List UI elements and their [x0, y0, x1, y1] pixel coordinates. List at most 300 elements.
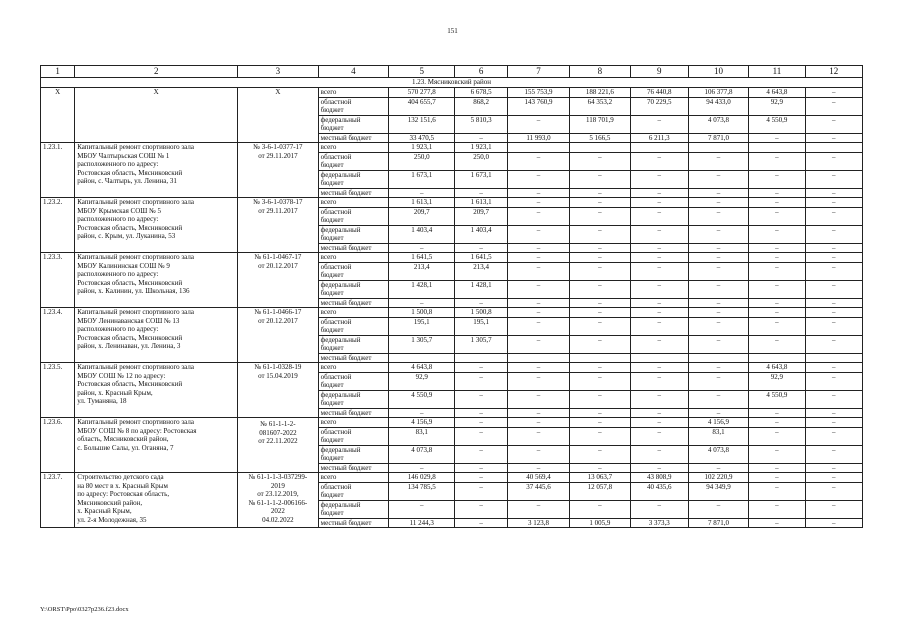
amount-cell: – [507, 253, 569, 263]
funding-source-line: бюджет [320, 161, 344, 169]
amount-cell: – [455, 463, 507, 473]
amount-cell: 195,1 [455, 317, 507, 335]
amount-cell: – [455, 363, 507, 373]
amount-cell: 213,4 [455, 262, 507, 280]
amount-cell: 43 808,9 [630, 473, 688, 483]
table-row [41, 308, 863, 318]
amount-cell: 12 057,8 [570, 482, 630, 500]
funding-source [318, 198, 388, 208]
funding-source-line: всего [320, 88, 337, 96]
funding-source [318, 317, 388, 335]
amount-cell: – [805, 463, 862, 473]
amount-cell: 1 428,1 [455, 280, 507, 298]
amount-cell: – [749, 262, 805, 280]
amount-cell: – [749, 518, 805, 528]
amount-cell: – [630, 152, 688, 170]
item-name-line: на 80 мест в х. Красный Крым [77, 481, 168, 490]
amount-cell: 134 785,5 [389, 482, 455, 500]
amount-cell: – [688, 152, 748, 170]
item-number: 1.23.1. [41, 143, 75, 198]
table-row [41, 418, 863, 428]
amount-cell: – [630, 188, 688, 198]
funding-source-line: бюджет [320, 436, 344, 444]
amount-cell: – [749, 133, 805, 143]
amount-cell: 1 305,7 [455, 335, 507, 353]
item-name-line: ул. 2-я Молодежная, 35 [77, 515, 147, 524]
amount-cell: – [805, 198, 862, 208]
amount-cell: – [570, 463, 630, 473]
amount-cell: 92,9 [389, 372, 455, 390]
amount-cell: – [455, 473, 507, 483]
amount-cell: – [455, 518, 507, 528]
funding-source-line: федеральный [320, 500, 361, 509]
amount-cell: – [805, 133, 862, 143]
item-document-line: № 61-1-1-2-006166- [248, 498, 308, 507]
budget-table [40, 65, 863, 528]
item-document-line: от 20.12.2017 [258, 261, 298, 270]
column-header: 5 [389, 66, 455, 78]
amount-cell: – [630, 317, 688, 335]
funding-source [318, 115, 388, 133]
amount-cell: – [570, 170, 630, 188]
funding-source-line: федеральный [320, 170, 361, 179]
funding-source-line: областной [320, 427, 352, 436]
amount-cell: – [688, 500, 748, 518]
item-document-line: 04.02.2022 [262, 515, 294, 524]
amount-cell: – [749, 335, 805, 353]
amount-cell [749, 353, 805, 363]
amount-cell: – [805, 518, 862, 528]
column-header: 7 [507, 66, 569, 78]
amount-cell: 83,1 [389, 427, 455, 445]
amount-cell: – [507, 170, 569, 188]
amount-cell: – [630, 198, 688, 208]
item-name [75, 88, 238, 143]
item-name-line: х. Красный Крым, [77, 507, 132, 515]
amount-cell: – [630, 463, 688, 473]
item-document-line: № 3-6-1-0378-17 [253, 198, 303, 206]
amount-cell: – [630, 408, 688, 418]
amount-cell: 250,0 [455, 152, 507, 170]
amount-cell: 4 643,8 [389, 363, 455, 373]
funding-source-line: местный бюджет [320, 353, 372, 362]
funding-source [318, 353, 388, 363]
amount-cell: – [630, 500, 688, 518]
amount-cell: 92,9 [749, 97, 805, 115]
item-name-line: район, х. Ленинаван, ул. Ленина, 3 [77, 342, 181, 350]
item-name [75, 363, 238, 418]
amount-cell: – [389, 500, 455, 518]
amount-cell: – [688, 243, 748, 253]
amount-cell: – [455, 482, 507, 500]
funding-source-line: федеральный [320, 445, 361, 454]
item-document [238, 308, 318, 363]
amount-cell: – [507, 363, 569, 373]
amount-cell: 3 373,3 [630, 518, 688, 528]
amount-cell: – [570, 335, 630, 353]
item-name-line: Ростовская область, Мясниковский [77, 223, 183, 232]
item-name-line: МБОУ СОШ № 8 по адресу: Ростовская [77, 426, 197, 435]
amount-cell: – [507, 198, 569, 208]
table-row [41, 198, 863, 208]
funding-source-line: местный бюджет [320, 408, 372, 417]
amount-cell: 1 428,1 [389, 280, 455, 298]
amount-cell: – [570, 207, 630, 225]
funding-source [318, 372, 388, 390]
amount-cell: 213,4 [389, 262, 455, 280]
column-number-row [41, 66, 863, 78]
amount-cell: – [507, 243, 569, 253]
funding-source-line: бюджет [320, 124, 344, 132]
amount-cell: – [630, 427, 688, 445]
item-document-line: от 29.11.2017 [258, 206, 298, 215]
amount-cell: 4 550,9 [749, 115, 805, 133]
amount-cell: – [507, 207, 569, 225]
item-document-line: Х [275, 88, 281, 96]
amount-cell: 1 641,5 [389, 253, 455, 263]
amount-cell: 106 377,8 [688, 88, 748, 98]
amount-cell: – [630, 335, 688, 353]
item-document [238, 88, 318, 143]
amount-cell [805, 353, 862, 363]
funding-source-line: бюджет [320, 509, 344, 517]
amount-cell: – [749, 500, 805, 518]
amount-cell: – [749, 445, 805, 463]
amount-cell: – [507, 188, 569, 198]
amount-cell: – [507, 372, 569, 390]
item-document-line: № 61-1-0466-17 [254, 308, 302, 316]
amount-cell: – [805, 253, 862, 263]
funding-source [318, 363, 388, 373]
funding-source-line: бюджет [320, 179, 344, 187]
item-document-line: от 29.11.2017 [258, 151, 298, 160]
amount-cell: 40 569,4 [507, 473, 569, 483]
item-name [75, 143, 238, 198]
table-row [41, 253, 863, 263]
funding-source [318, 418, 388, 428]
amount-cell: – [805, 372, 862, 390]
amount-cell: 1 500,8 [455, 308, 507, 318]
amount-cell: – [805, 88, 862, 98]
item-name [75, 418, 238, 473]
column-header: 11 [749, 66, 805, 78]
table-row [41, 363, 863, 373]
amount-cell: – [688, 198, 748, 208]
amount-cell: – [688, 390, 748, 408]
amount-cell: 1 923,1 [389, 143, 455, 153]
amount-cell: – [805, 390, 862, 408]
amount-cell: 94 433,0 [688, 97, 748, 115]
funding-source-line: областной [320, 97, 352, 106]
funding-source [318, 170, 388, 188]
item-name-line: ул. Туманяна, 18 [77, 397, 127, 405]
amount-cell: – [805, 363, 862, 373]
item-name-line: МБОУ Чалтырьская СОШ № 1 [77, 151, 170, 160]
item-name-line: МБОУ Калининская СОШ № 9 [77, 261, 170, 270]
item-document-line: от 15.04.2019 [258, 371, 298, 380]
funding-source [318, 207, 388, 225]
amount-cell: – [805, 308, 862, 318]
item-name-line: Капитальный ремонт спортивного зала [77, 143, 194, 151]
item-document-line: 2019 [270, 481, 285, 490]
funding-source-line: местный бюджет [320, 463, 372, 472]
funding-source [318, 152, 388, 170]
amount-cell: 11 993,0 [507, 133, 569, 143]
amount-cell: – [630, 280, 688, 298]
amount-cell: – [507, 115, 569, 133]
amount-cell [805, 143, 862, 153]
amount-cell: 102 220,9 [688, 473, 748, 483]
amount-cell: – [688, 207, 748, 225]
amount-cell: 1 005,9 [570, 518, 630, 528]
amount-cell: 6 678,5 [455, 88, 507, 98]
item-document [238, 198, 318, 253]
amount-cell: – [805, 243, 862, 253]
amount-cell: 1 641,5 [455, 253, 507, 263]
amount-cell: – [455, 298, 507, 308]
section-title-row [41, 78, 863, 88]
amount-cell: 1 673,1 [389, 170, 455, 188]
amount-cell: 5 810,3 [455, 115, 507, 133]
item-name-line: Ростовская область, Мясниковский [77, 333, 183, 342]
amount-cell: – [749, 253, 805, 263]
item-name-line: район, с. Крым, ул. Луканина, 53 [77, 232, 176, 240]
amount-cell: – [630, 372, 688, 390]
funding-source-line: местный бюджет [320, 133, 372, 142]
amount-cell: – [749, 473, 805, 483]
amount-cell: – [805, 298, 862, 308]
amount-cell: – [630, 445, 688, 463]
amount-cell: – [507, 262, 569, 280]
item-name-line: МБОУ Ленинаванская СОШ № 13 [77, 316, 180, 325]
amount-cell: – [630, 115, 688, 133]
column-header: 12 [805, 66, 862, 78]
amount-cell: 40 435,6 [630, 482, 688, 500]
amount-cell: – [455, 390, 507, 408]
amount-cell: – [805, 500, 862, 518]
amount-cell: – [630, 308, 688, 318]
amount-cell: – [749, 317, 805, 335]
amount-cell: 92,9 [749, 372, 805, 390]
amount-cell: 70 229,5 [630, 97, 688, 115]
amount-cell [570, 143, 630, 153]
amount-cell: 1 403,4 [389, 225, 455, 243]
amount-cell: – [805, 408, 862, 418]
item-name-line: область, Мясниковский район, [77, 435, 169, 443]
funding-source-line: всего [320, 143, 337, 151]
item-document [238, 363, 318, 418]
funding-source [318, 143, 388, 153]
column-header: 6 [455, 66, 507, 78]
amount-cell: – [749, 198, 805, 208]
amount-cell: – [455, 372, 507, 390]
amount-cell [507, 353, 569, 363]
amount-cell: – [570, 418, 630, 428]
funding-source-line: федеральный [320, 225, 361, 234]
funding-source-line: бюджет [320, 399, 344, 407]
amount-cell: – [805, 115, 862, 133]
item-name-line: Строительство детского сада [77, 473, 164, 481]
amount-cell: – [630, 418, 688, 428]
funding-source-line: бюджет [320, 381, 344, 389]
funding-source-line: всего [320, 198, 337, 206]
funding-source-line: бюджет [320, 454, 344, 462]
amount-cell: – [805, 317, 862, 335]
amount-cell: – [749, 482, 805, 500]
column-header: 3 [238, 66, 318, 78]
amount-cell: 4 643,8 [749, 88, 805, 98]
item-name-line: Капитальный ремонт спортивного зала [77, 198, 194, 206]
amount-cell: – [455, 133, 507, 143]
item-name-line: расположенного по адресу: [77, 215, 159, 223]
amount-cell: – [507, 427, 569, 445]
table-row [41, 143, 863, 153]
amount-cell: 250,0 [389, 152, 455, 170]
amount-cell: – [507, 500, 569, 518]
amount-cell: – [389, 243, 455, 253]
amount-cell [688, 353, 748, 363]
amount-cell: – [749, 298, 805, 308]
amount-cell: – [570, 427, 630, 445]
item-name-line: по адресу: Ростовская область, [77, 490, 170, 498]
item-name-line: расположенного по адресу: [77, 325, 159, 333]
page-number: 151 [447, 27, 458, 35]
amount-cell: – [630, 262, 688, 280]
funding-source-line: бюджет [320, 216, 344, 224]
funding-source-line: всего [320, 418, 337, 426]
column-header: 9 [630, 66, 688, 78]
funding-source [318, 390, 388, 408]
amount-cell: – [570, 152, 630, 170]
amount-cell: 7 871,0 [688, 133, 748, 143]
amount-cell: 6 211,3 [630, 133, 688, 143]
item-name-line: Ростовская область, Мясниковский [77, 380, 183, 388]
amount-cell: – [570, 262, 630, 280]
funding-source-line: бюджет [320, 234, 344, 242]
amount-cell: – [805, 188, 862, 198]
amount-cell: 570 277,8 [389, 88, 455, 98]
amount-cell: – [455, 445, 507, 463]
amount-cell: 118 701,9 [570, 115, 630, 133]
item-name-line: МБОУ Крымская СОШ № 5 [77, 206, 162, 215]
funding-source [318, 225, 388, 243]
amount-cell: – [688, 253, 748, 263]
amount-cell: – [805, 262, 862, 280]
item-number: 1.23.6. [41, 418, 75, 473]
amount-cell: – [507, 225, 569, 243]
item-document [238, 418, 318, 473]
amount-cell: 1 500,8 [389, 308, 455, 318]
amount-cell: – [805, 445, 862, 463]
amount-cell: – [805, 225, 862, 243]
item-number: Х [41, 88, 75, 143]
item-name-line: Ростовская область, Мясниковский [77, 168, 183, 177]
item-document-line: № 61-1-0467-17 [254, 253, 302, 261]
amount-cell: – [507, 390, 569, 408]
amount-cell: 209,7 [389, 207, 455, 225]
item-number: 1.23.4. [41, 308, 75, 363]
amount-cell: – [688, 225, 748, 243]
item-document [238, 473, 318, 528]
item-document-line: № 61-1-1-2- [260, 420, 296, 428]
funding-source-line: бюджет [320, 326, 344, 334]
amount-cell: – [805, 473, 862, 483]
amount-cell: – [507, 317, 569, 335]
funding-source-line: федеральный [320, 390, 361, 399]
item-name-line: Капитальный ремонт спортивного зала [77, 418, 194, 426]
amount-cell: – [507, 445, 569, 463]
amount-cell: – [507, 335, 569, 353]
amount-cell: 146 029,8 [389, 473, 455, 483]
amount-cell [630, 143, 688, 153]
item-name [75, 473, 238, 528]
funding-source-line: областной [320, 372, 352, 381]
amount-cell: – [749, 308, 805, 318]
amount-cell: – [630, 298, 688, 308]
amount-cell: – [630, 253, 688, 263]
amount-cell: – [749, 170, 805, 188]
funding-source-line: федеральный [320, 335, 361, 344]
amount-cell: – [805, 482, 862, 500]
amount-cell: – [630, 170, 688, 188]
funding-source-line: областной [320, 262, 352, 271]
amount-cell: 1 613,1 [455, 198, 507, 208]
amount-cell: 5 166,5 [570, 133, 630, 143]
amount-cell: – [805, 280, 862, 298]
amount-cell: 1 305,7 [389, 335, 455, 353]
amount-cell: 1 673,1 [455, 170, 507, 188]
funding-source-line: областной [320, 482, 352, 491]
item-number: 1.23.3. [41, 253, 75, 308]
amount-cell [749, 143, 805, 153]
funding-source-line: местный бюджет [320, 518, 372, 527]
item-number: 1.23.7. [41, 473, 75, 528]
amount-cell: – [570, 253, 630, 263]
amount-cell: 4 550,9 [389, 390, 455, 408]
funding-source-line: федеральный [320, 280, 361, 289]
amount-cell: – [389, 188, 455, 198]
amount-cell: 7 871,0 [688, 518, 748, 528]
column-header: 10 [688, 66, 748, 78]
amount-cell: – [805, 170, 862, 188]
amount-cell: – [507, 280, 569, 298]
amount-cell: 94 349,9 [688, 482, 748, 500]
funding-source [318, 280, 388, 298]
amount-cell: – [570, 298, 630, 308]
item-name [75, 308, 238, 363]
funding-source [318, 262, 388, 280]
column-header: 1 [41, 66, 75, 78]
amount-cell: 404 655,7 [389, 97, 455, 115]
funding-source-line: бюджет [320, 344, 344, 352]
item-name-line: МБОУ СОШ № 12 по адресу: [77, 371, 166, 380]
amount-cell: – [389, 463, 455, 473]
amount-cell: – [688, 317, 748, 335]
funding-source [318, 463, 388, 473]
amount-cell [570, 353, 630, 363]
amount-cell: 4 073,8 [389, 445, 455, 463]
amount-cell: – [749, 243, 805, 253]
amount-cell: 4 643,8 [749, 363, 805, 373]
item-name-line: расположенного по адресу: [77, 270, 159, 278]
amount-cell: – [455, 427, 507, 445]
amount-cell: – [749, 225, 805, 243]
item-name-line: с. Большие Салы, ул. Оганяна, 7 [77, 443, 174, 452]
amount-cell: 1 923,1 [455, 143, 507, 153]
amount-cell: – [455, 418, 507, 428]
amount-cell: – [630, 363, 688, 373]
amount-cell [630, 353, 688, 363]
